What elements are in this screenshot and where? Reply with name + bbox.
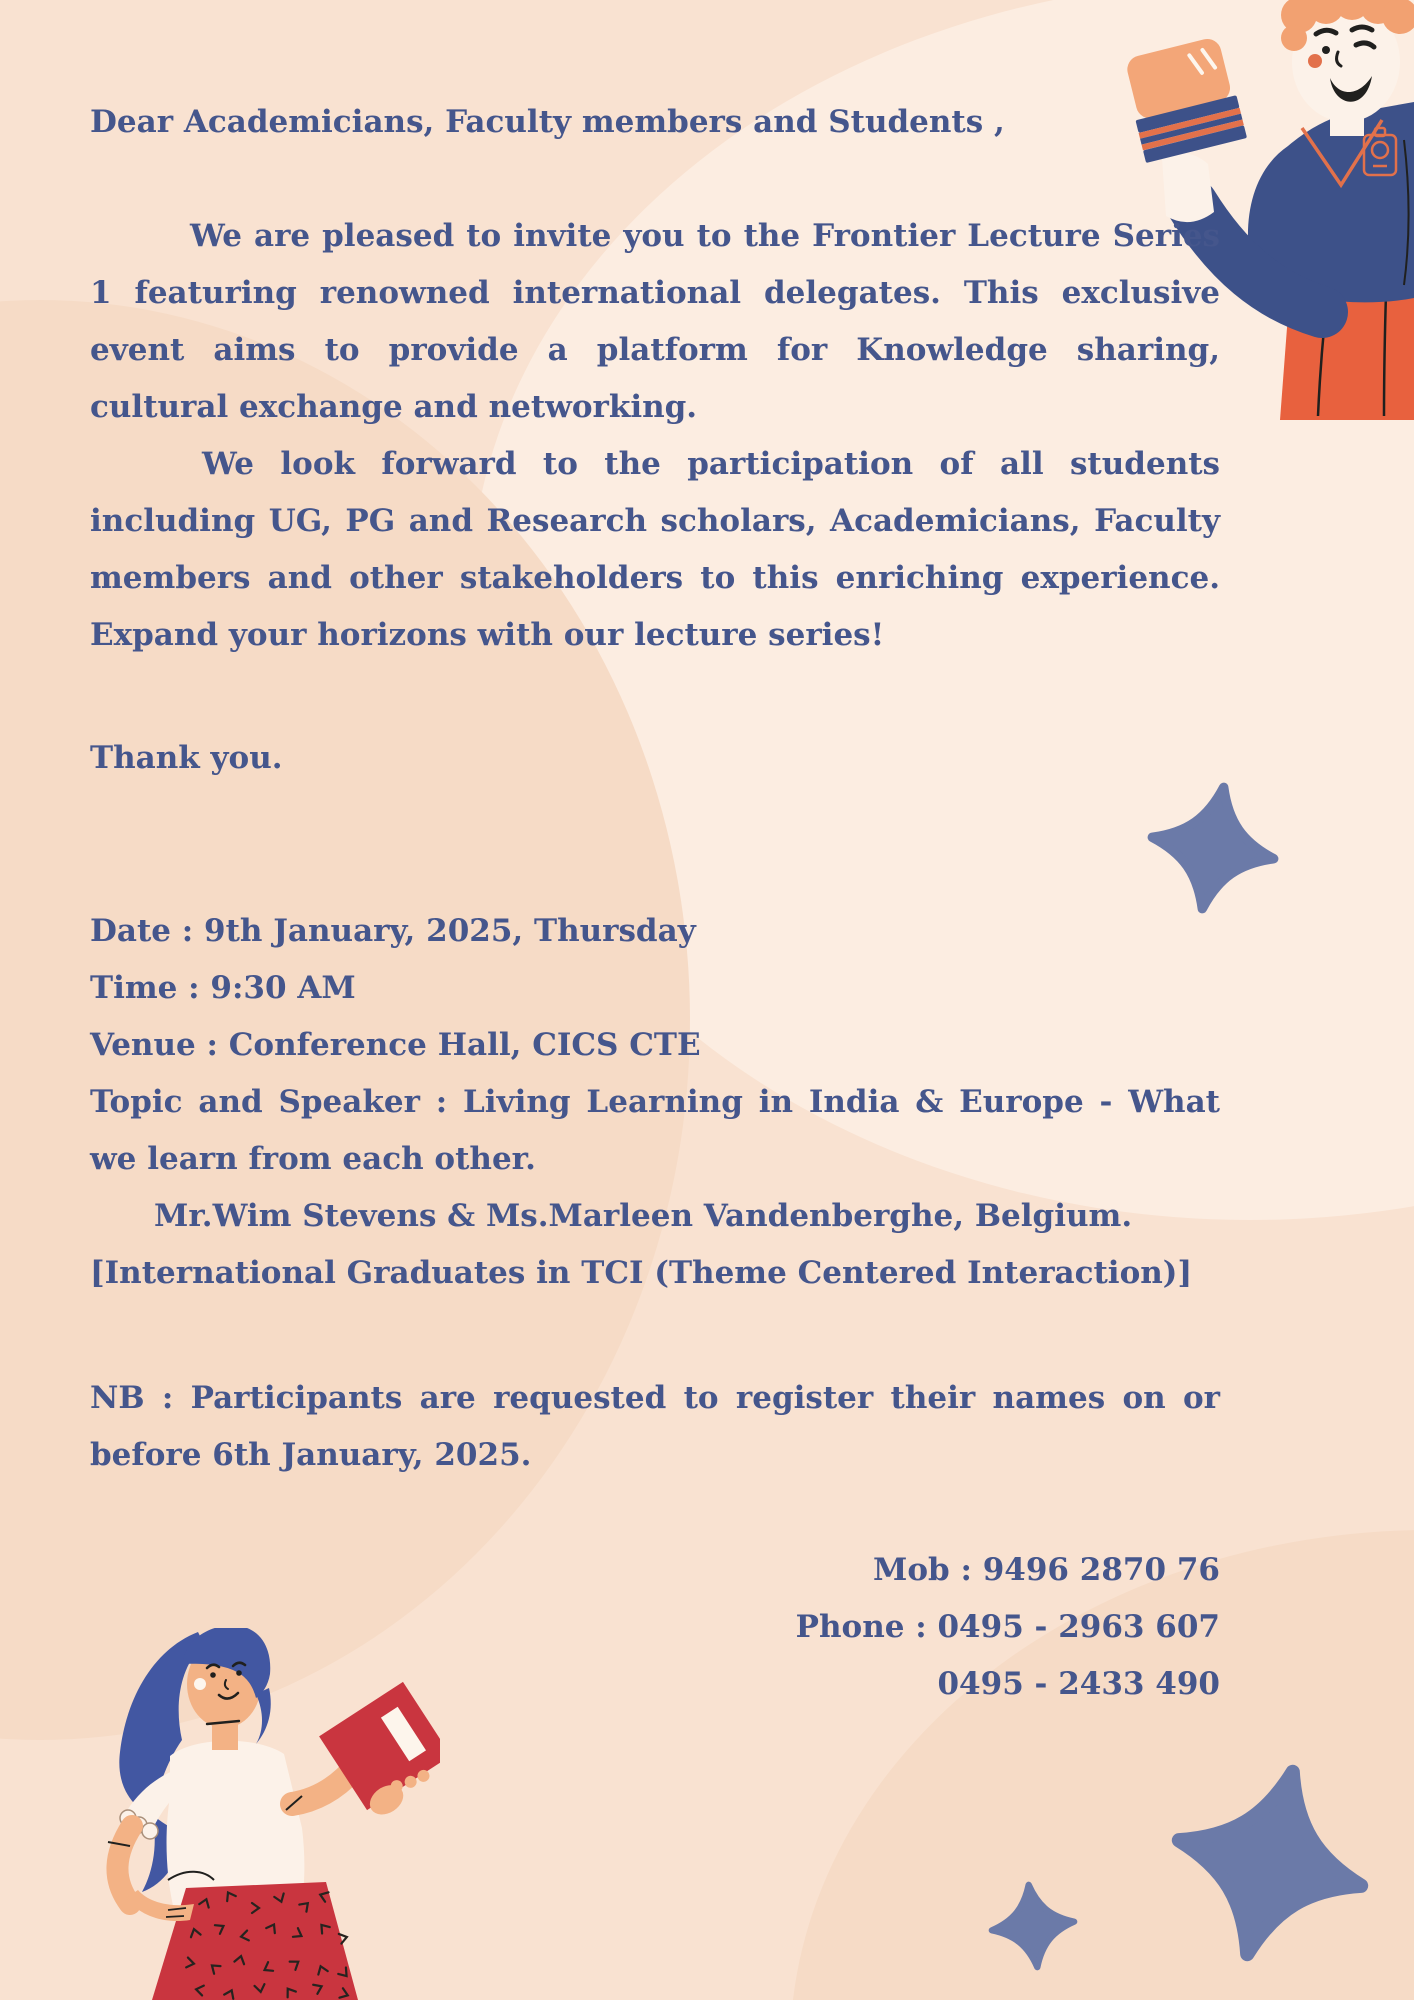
detail-date: Date : 9th January, 2025, Thursday xyxy=(90,913,696,949)
woman-skirt xyxy=(152,1882,358,2000)
paragraph-invite: We are pleased to invite you to the Frontier Lecture Series 1 featuring renowned international delegates. This exclusive event aims to provide a platform for Knowledge sharing, cultural exchange and networking. xyxy=(90,218,1220,425)
detail-venue: Venue : Conference Hall, CICS CTE xyxy=(90,1027,701,1063)
detail-topic: Topic and Speaker : Living Learning in India & Europe - What we learn from each other. xyxy=(90,1084,1220,1177)
event-details xyxy=(90,903,1220,1302)
contact-phone-1: Phone : 0495 - 2963 607 xyxy=(795,1609,1220,1645)
salutation: Dear Academicians, Faculty members and Students , xyxy=(90,104,1005,140)
registration-note: NB : Participants are requested to register their names on or before 6th January, 2025. xyxy=(90,1380,1220,1473)
contact-phone-2: 0495 - 2433 490 xyxy=(937,1666,1220,1702)
detail-speakers: Mr.Wim Stevens & Ms.Marleen Vandenberghe, Belgium. xyxy=(154,1198,1133,1234)
paragraph-participation: We look forward to the participation of all students including UG, PG and Research scholars, Academicians, Faculty members and other stakeholders to this enriching experience. Expand your horizons with our lecture series! xyxy=(90,446,1220,653)
sparkle-star-icon xyxy=(983,1876,1082,1977)
contact-block xyxy=(90,1542,1220,1713)
contact-mobile: Mob : 9496 2870 76 xyxy=(873,1552,1220,1588)
detail-time: Time : 9:30 AM xyxy=(90,970,356,1006)
detail-speakers-credential: [International Graduates in TCI (Theme Centered Interaction)] xyxy=(90,1255,1193,1291)
letter-body xyxy=(90,94,1220,1713)
thank-you: Thank you. xyxy=(90,740,283,776)
